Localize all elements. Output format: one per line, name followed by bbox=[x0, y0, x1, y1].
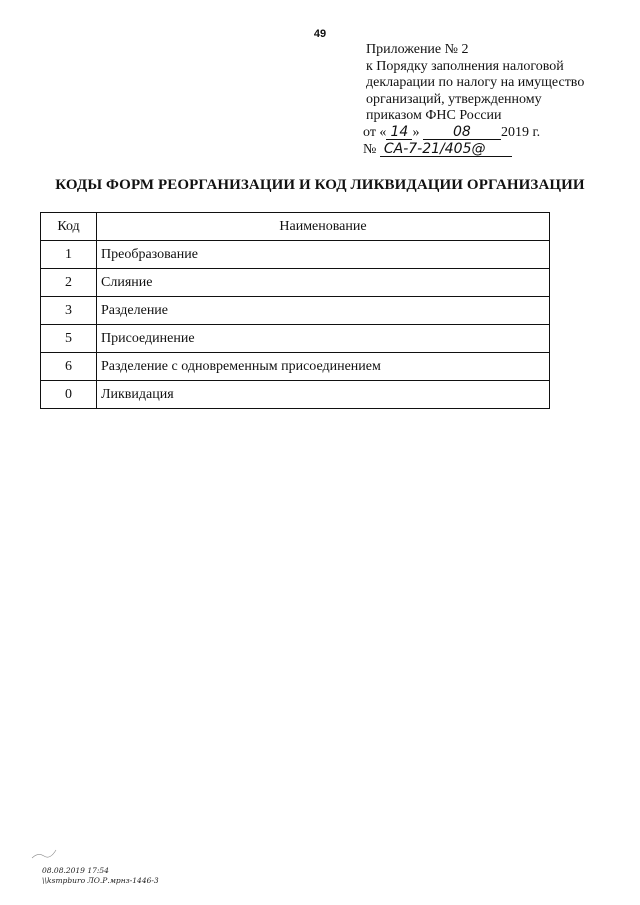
table-row bbox=[41, 381, 550, 409]
footer-stamp bbox=[42, 866, 159, 885]
number-prefix: № bbox=[363, 141, 377, 157]
row-name: Преобразование bbox=[97, 241, 550, 269]
row-code: 5 bbox=[41, 325, 97, 353]
row-code: 3 bbox=[41, 297, 97, 325]
table-row bbox=[41, 241, 550, 269]
handwritten-order-number: СА-7-21/405@ bbox=[380, 143, 512, 157]
table-row bbox=[41, 325, 550, 353]
document-title: КОДЫ ФОРМ РЕОРГАНИЗАЦИИ И КОД ЛИКВИДАЦИИ ОРГАНИЗАЦИИ bbox=[55, 177, 585, 193]
appendix-title: Приложение № 2 bbox=[366, 42, 469, 57]
scan-mark-icon bbox=[30, 846, 60, 862]
row-code: 6 bbox=[41, 353, 97, 381]
footer-timestamp: 08.08.2019 17:54 bbox=[42, 866, 109, 875]
appendix-line: организаций, утвержденному bbox=[366, 91, 542, 107]
handwritten-month: 08 bbox=[423, 126, 501, 140]
footer-filepath: \\ksmpburo ЛО.Р.мрнз-1446-3 bbox=[42, 875, 159, 885]
row-name: Разделение bbox=[97, 297, 550, 325]
table-row bbox=[41, 353, 550, 381]
date-quote: » bbox=[412, 124, 420, 140]
table-header-row bbox=[41, 213, 550, 241]
appendix-line: к Порядку заполнения налоговой bbox=[366, 58, 564, 74]
order-number-line bbox=[363, 142, 623, 159]
row-name: Разделение с одновременным присоединением bbox=[97, 353, 550, 381]
table-row bbox=[41, 297, 550, 325]
handwritten-day: 14 bbox=[386, 126, 412, 140]
row-code: 0 bbox=[41, 381, 97, 409]
date-prefix: от « bbox=[363, 124, 387, 140]
row-code: 2 bbox=[41, 269, 97, 297]
header-code: Код bbox=[41, 213, 97, 241]
appendix-line: приказом ФНС России bbox=[366, 108, 502, 124]
table-row bbox=[41, 269, 550, 297]
header-name: Наименование bbox=[97, 213, 550, 241]
appendix-line: декларации по налогу на имущество bbox=[366, 75, 585, 91]
row-name: Ликвидация bbox=[97, 381, 550, 409]
order-date-line bbox=[363, 125, 623, 142]
codes-table bbox=[40, 212, 550, 409]
row-code: 1 bbox=[41, 241, 97, 269]
page-number: 49 bbox=[313, 28, 327, 40]
date-year: 2019 г. bbox=[500, 124, 541, 140]
row-name: Присоединение bbox=[97, 325, 550, 353]
row-name: Слияние bbox=[97, 269, 550, 297]
appendix-header bbox=[363, 42, 626, 158]
